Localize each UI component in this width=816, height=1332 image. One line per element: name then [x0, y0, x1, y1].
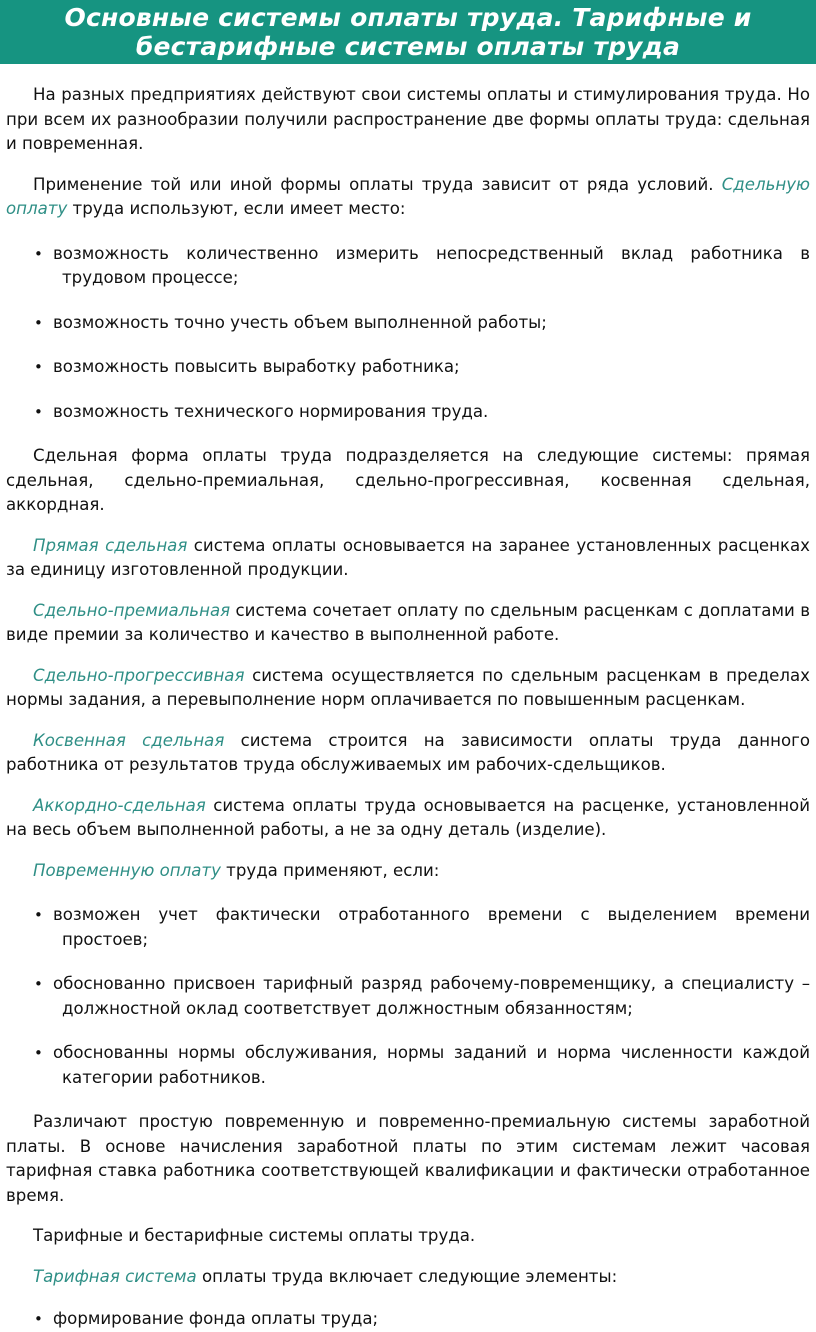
- paragraph-simple-time: Различают простую повременную и повременно-премиальную системы заработной платы. В основе начисления заработной платы по этим системам лежит часовая тарифная ставка работника соответствующей квалификации и фактически отработанное время.: [6, 1112, 810, 1205]
- paragraph-text: система сочетает оплату по сдельным расценкам с доплатами в виде премии за количество и качество в выполненной работе.: [6, 600, 810, 644]
- list-item: [6, 242, 810, 291]
- list-item: [6, 972, 810, 1021]
- paragraph-text: система оплаты труда основывается на расценке, установленной на весь объем выполненной работы, а не за одну деталь (изделие).: [6, 795, 810, 839]
- paragraph-piece-systems: Сдельная форма оплаты труда подразделяется на следующие системы: прямая сдельная, сдельно-премиальная, сдельно-прогрессивная, косвенная сдельная, аккордная.: [6, 446, 810, 514]
- bullet-icon: •: [34, 358, 43, 376]
- bullet-icon: •: [34, 975, 43, 993]
- list-item-text: возможность повысить выработку работника;: [53, 357, 460, 376]
- list-item-text: обоснованно присвоен тарифный разряд рабочему-повременщику, а специалисту – должностной оклад соответствует должностным обязанностям;: [53, 974, 810, 1018]
- paragraph-text: система осуществляется по сдельным расценкам в пределах нормы задания, а перевыполнение норм оплачивается по повышенным расценкам.: [6, 665, 810, 709]
- list-spacer: [6, 952, 810, 972]
- list-item: [6, 355, 810, 380]
- paragraph-intro: На разных предприятиях действуют свои системы оплаты и стимулирования труда. Но при всем их разнообразии получили распространение две формы оплаты труда: сдельная и повременная.: [6, 85, 810, 153]
- paragraph-text: система строится на зависимости оплаты труда данного работника от результатов труда обслуживаемых им рабочих-сдельщиков.: [6, 730, 810, 774]
- list-item: [6, 311, 810, 336]
- paragraph-conditions: [6, 173, 810, 222]
- list-spacer: [6, 1021, 810, 1041]
- term-piece-progressive: Сдельно-прогрессивная: [33, 665, 245, 685]
- list-item: [6, 1041, 810, 1090]
- list-item-text: возможность точно учесть объем выполненной работы;: [53, 312, 547, 332]
- paragraph-text: система оплаты основывается на заранее установленных расценках за единицу изготовленной продукции.: [6, 535, 810, 579]
- list-item-text: возможен учет фактически отработанного времени с выделением времени простоев;: [53, 905, 810, 949]
- paragraph-text: оплаты труда включает следующие элементы:: [196, 1266, 618, 1286]
- time-pay-conditions-list: [6, 903, 810, 1090]
- paragraph-piece-progressive: [6, 664, 810, 713]
- paragraph-tariff-system: [6, 1265, 810, 1290]
- term-direct-piece: Прямая сдельная: [33, 535, 188, 555]
- list-item-text: формирование фонда оплаты труда;: [53, 1309, 379, 1328]
- list-item-text: обоснованны нормы обслуживания, нормы заданий и норма численности каждой категории работников.: [53, 1043, 810, 1087]
- piece-rate-conditions-list: [6, 242, 810, 425]
- paragraph-time-pay: [6, 859, 810, 884]
- list-item: [6, 903, 810, 952]
- bullet-icon: •: [34, 906, 43, 924]
- term-piece-rate-pay: Сдельную оплату: [6, 174, 810, 218]
- document-body: [6, 83, 810, 1332]
- list-item: [6, 400, 810, 425]
- bullet-icon: •: [34, 313, 43, 332]
- term-time-pay: Повременную оплату: [33, 860, 221, 880]
- page-header: [0, 0, 816, 64]
- list-spacer: [6, 335, 810, 355]
- paragraph-tariff-heading: Тарифные и бестарифные системы оплаты труда.: [33, 1226, 476, 1245]
- term-tariff-system: Тарифная система: [33, 1266, 197, 1286]
- paragraph-indirect-piece: [6, 729, 810, 778]
- paragraph-text: Применение той или иной формы оплаты труда зависит от ряда условий.: [33, 174, 722, 194]
- bullet-icon: •: [34, 402, 43, 421]
- paragraph-piece-bonus: [6, 599, 810, 648]
- page-title-line-2: бестарифные системы оплаты труда: [135, 32, 681, 61]
- list-item-text: возможность количественно измерить непосредственный вклад работника в трудовом процессе;: [53, 243, 810, 287]
- paragraph-direct-piece: [6, 534, 810, 583]
- term-lump-piece: Аккордно-сдельная: [33, 795, 206, 815]
- paragraph-text: труда применяют, если:: [220, 860, 440, 880]
- list-item-text: возможность технического нормирования труда.: [53, 401, 489, 421]
- bullet-icon: •: [34, 1310, 43, 1328]
- paragraph-lump-piece: [6, 794, 810, 843]
- tariff-elements-list: [6, 1307, 810, 1332]
- list-spacer: [6, 291, 810, 311]
- list-item: [6, 1307, 810, 1332]
- bullet-icon: •: [34, 244, 43, 263]
- list-spacer: [6, 380, 810, 400]
- term-indirect-piece: Косвенная сдельная: [33, 730, 225, 750]
- page-title-line-1: Основные системы оплаты труда. Тарифные и: [64, 3, 752, 32]
- paragraph-text: труда используют, если имеет место:: [67, 199, 406, 218]
- bullet-icon: •: [34, 1044, 43, 1062]
- term-piece-bonus: Сдельно-премиальная: [33, 600, 231, 620]
